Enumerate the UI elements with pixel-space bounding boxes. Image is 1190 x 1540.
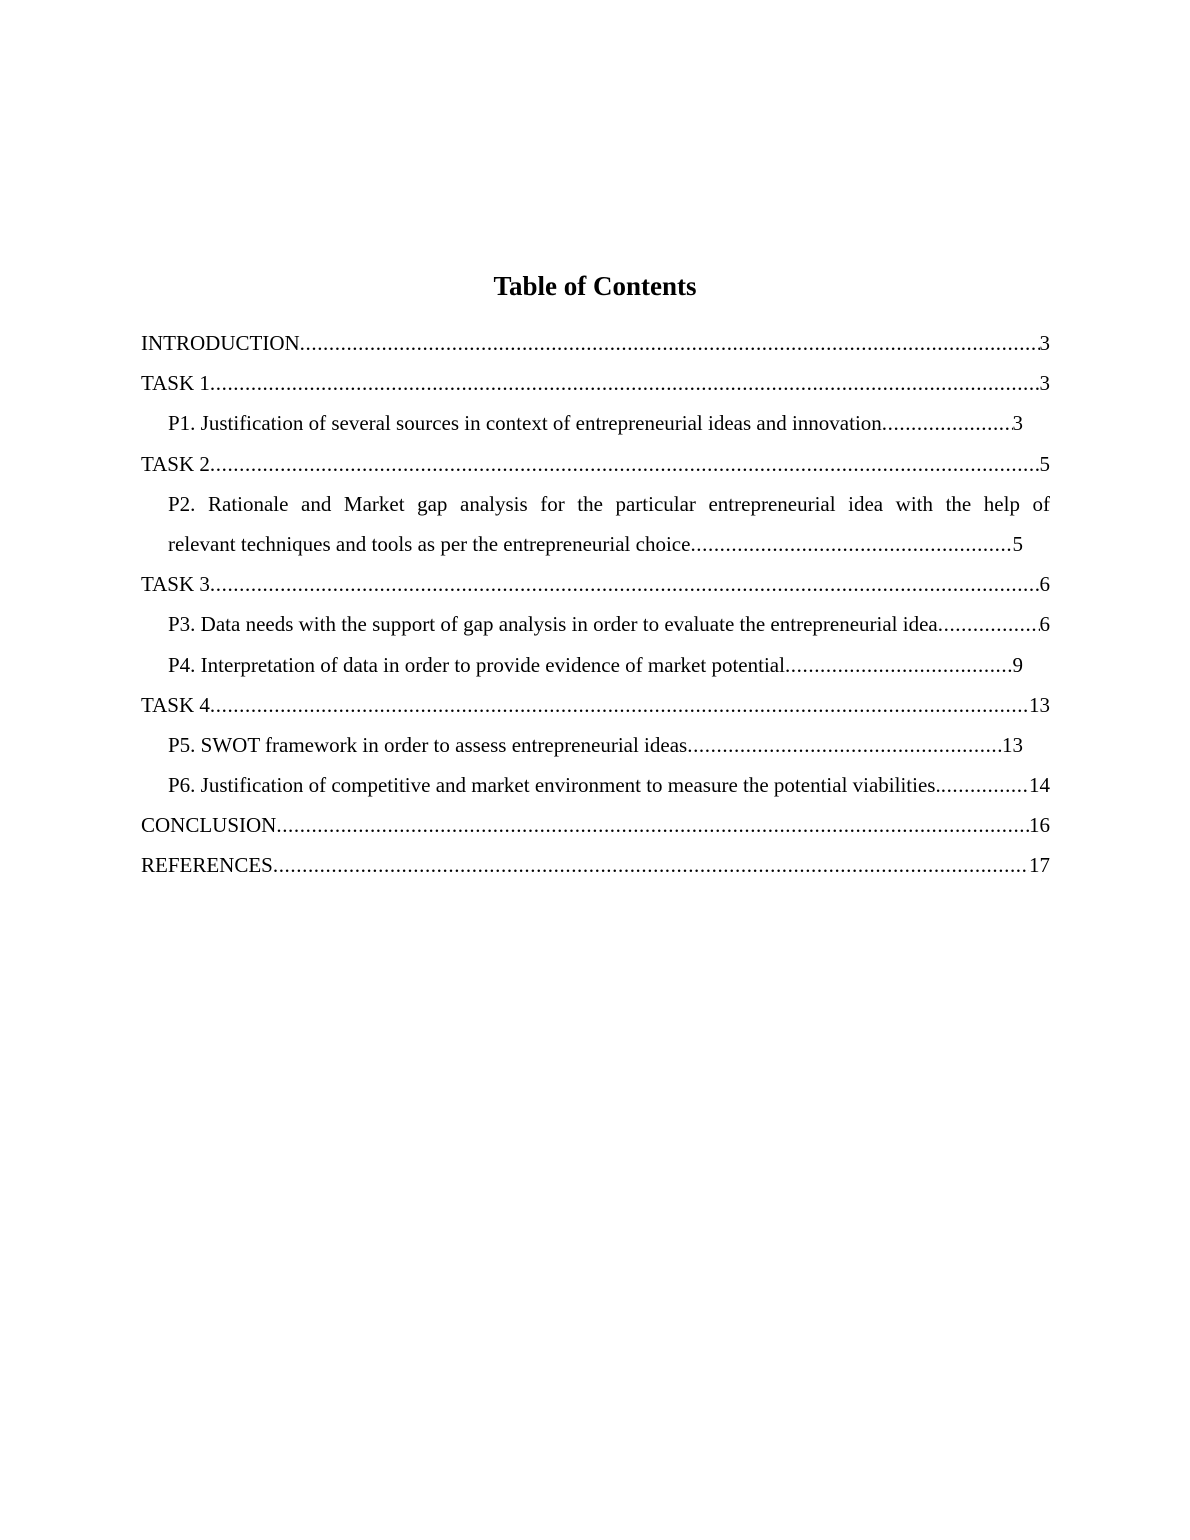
toc-page-number: 13	[1029, 692, 1050, 717]
dot-leader	[300, 323, 1040, 363]
dot-leader	[690, 524, 1012, 564]
dot-leader	[785, 645, 1013, 685]
toc-entry-text: REFERENCES	[141, 853, 273, 878]
toc-entry-introduction[interactable]	[141, 323, 1050, 363]
toc-entry-text: P5. SWOT framework in order to assess entrepreneurial ideas	[168, 732, 688, 757]
toc-entry-p6[interactable]	[168, 765, 1050, 805]
toc-entry-p1[interactable]	[168, 403, 1023, 443]
toc-page-number: 9	[1012, 652, 1023, 677]
toc-entry-text: P1. Justification of several sources in context of entrepreneurial ideas and innovation	[168, 411, 882, 436]
toc-entry-task-2[interactable]	[141, 444, 1050, 484]
toc-entry-p4[interactable]	[168, 645, 1023, 685]
dot-leader	[938, 604, 1040, 644]
toc-page-number: 5	[1012, 531, 1023, 556]
toc-page-number: 16	[1029, 813, 1050, 838]
toc-entry-text: TASK 4	[141, 692, 210, 717]
toc-page-number: 3	[1039, 371, 1050, 396]
dot-leader	[210, 444, 1040, 484]
toc-entry-text: TASK 2	[141, 451, 210, 476]
toc-entry-text: TASK 3	[141, 572, 210, 597]
toc-entry-text-line2: relevant techniques and tools as per the entrepreneurial choice	[168, 531, 691, 556]
toc-page-number: 5	[1039, 451, 1050, 476]
toc-entry-p5[interactable]	[168, 725, 1023, 765]
toc-page-number: 13	[1002, 732, 1023, 757]
dot-leader	[210, 685, 1029, 725]
toc-entry-line2	[168, 524, 1023, 564]
toc-entry-text: INTRODUCTION	[141, 331, 300, 355]
dot-leader	[941, 765, 1029, 805]
toc-page-number: 3	[1012, 411, 1023, 436]
toc-entry-text: P3. Data needs with the support of gap analysis in order to evaluate the entrepreneurial idea	[168, 612, 938, 637]
toc-title: Table of Contents	[493, 271, 697, 301]
toc-entry-text: TASK 1	[141, 371, 210, 396]
toc-entry-p3[interactable]	[168, 604, 1050, 644]
toc-page-number: 3	[1039, 331, 1050, 355]
dot-leader	[882, 403, 1013, 443]
dot-leader	[687, 725, 1002, 765]
dot-leader	[210, 564, 1040, 604]
toc-page-number: 6	[1039, 612, 1050, 637]
toc-entry-text: CONCLUSION	[141, 813, 277, 838]
toc-entry-conclusion[interactable]	[141, 805, 1050, 845]
toc-page-number: 14	[1029, 773, 1050, 798]
dot-leader	[210, 363, 1040, 403]
toc-entry-text: P4. Interpretation of data in order to provide evidence of market potential	[168, 652, 785, 677]
toc-entry-task-4[interactable]	[141, 685, 1050, 725]
toc-entry-text-line1: P2. Rationale and Market gap analysis for the particular entrepreneurial idea with the help of	[168, 491, 1050, 516]
toc-entry-task-3[interactable]	[141, 564, 1050, 604]
toc-page-number: 17	[1029, 853, 1050, 878]
toc-entry-text: P6. Justification of competitive and market environment to measure the potential viabilities.	[168, 773, 941, 798]
table-of-contents	[141, 323, 1050, 886]
dot-leader	[276, 805, 1029, 845]
toc-entry-references[interactable]	[141, 845, 1050, 885]
dot-leader	[273, 845, 1029, 885]
toc-entry-p2[interactable]	[168, 484, 1050, 564]
toc-entry-task-1[interactable]	[141, 363, 1050, 403]
toc-page-number: 6	[1039, 572, 1050, 597]
